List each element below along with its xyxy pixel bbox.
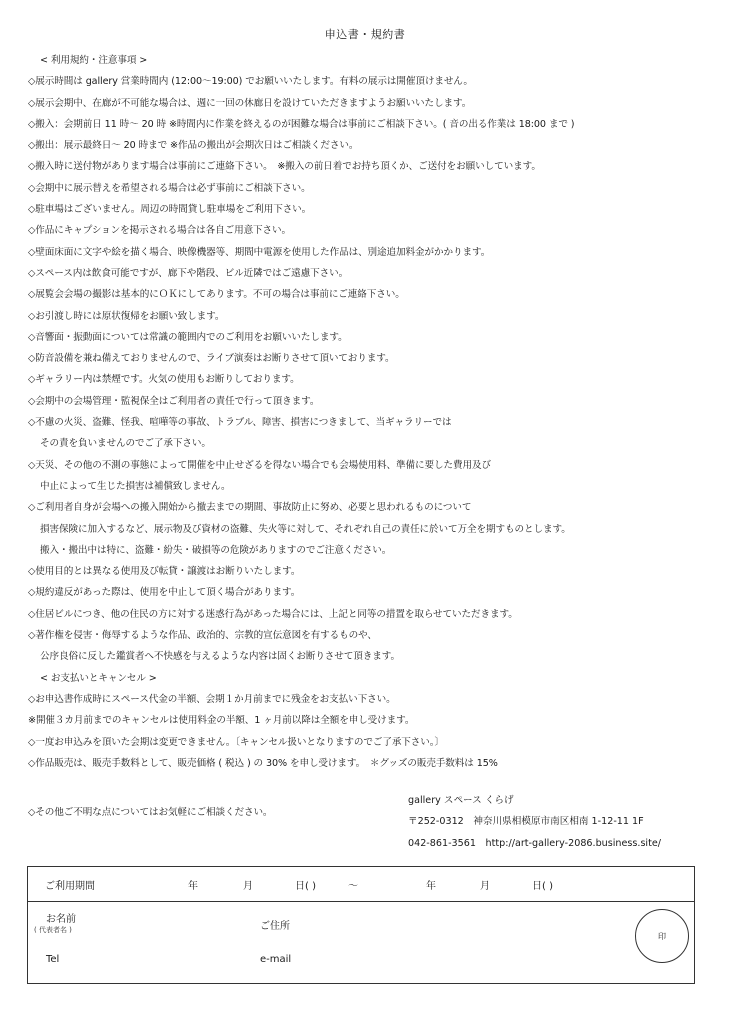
term-item-continuation: 損害保険に加入するなど、展示物及び資材の盗難、失火等に対して、それぞれ自己の責任に於いて万全を期すものとします。	[40, 523, 571, 535]
term-item: ◇不慮の火災、盗難、怪我、喧嘩等の事故、トラブル、障害、損害につきまして、当ギャラリーでは	[28, 417, 452, 429]
gallery-name: gallery スペース くらげ	[408, 795, 514, 806]
representative-label: ( 代表者名 )	[34, 926, 72, 934]
payment-heading: < お支払いとキャンセル >	[40, 672, 157, 684]
email-label: e-mail	[260, 954, 292, 965]
start-month-field[interactable]: 月	[243, 881, 253, 892]
term-item: ◇駐車場はございません。周辺の時間貸し駐車場をご利用下さい。	[28, 204, 312, 216]
term-item: ◇防音設備を兼ね備えておりませんので、ライブ演奏はお断りさせて頂いております。	[28, 353, 395, 365]
term-item: ◇ご利用者自身が会場への搬入開始から撤去までの期間、事故防止に努め、必要と思われるものについて	[28, 502, 472, 514]
end-day-field[interactable]: 日( )	[532, 881, 553, 892]
term-item: ◇作品にキャプションを掲示される場合は各自ご用意下さい。	[28, 225, 292, 237]
term-item: ◇規約違反があった際は、使用を中止して頂く場合があります。	[28, 587, 301, 599]
term-item: ◇展示会期中、在廊が不可能な場合は、週に一回の休廊日を設けていただきますようお願いいたします。	[28, 97, 472, 109]
term-item: ◇展示時間は gallery 営業時間内 (12:00〜19:00) でお願いいたします。有料の展示は開催頂けません。	[28, 76, 473, 88]
start-year-field[interactable]: 年	[188, 881, 198, 892]
seal-stamp-circle[interactable]	[635, 909, 689, 963]
gallery-phone-url: 042-861-3561 http://art-gallery-2086.business.site/	[408, 837, 661, 849]
document-body	[28, 50, 718, 823]
payment-item: ※開催３カ月前までのキャンセルは使用料金の半額、1 ヶ月前以降は全額を申し受けます。	[28, 715, 415, 727]
payment-item: ◇お申込書作成時にスペース代金の半額、会期１か月前までに残金をお支払い下さい。	[28, 693, 396, 705]
application-form	[27, 866, 695, 984]
terms-heading: < 利用規約・注意事項 >	[40, 55, 148, 66]
term-item: ◇著作権を侵害・侮辱するような作品、政治的、宗教的宣伝意図を有するものや、	[28, 630, 377, 642]
term-item-continuation: 搬入・搬出中は特に、盗難・紛失・破損等の危険がありますのでご注意ください。	[40, 544, 392, 556]
gallery-contact	[408, 790, 661, 854]
period-label: ご利用期間	[45, 881, 95, 892]
payment-item: ◇一度お申込みを頂いた会期は変更できません。〔キャンセル扱いとなりますのでご了承下さい。〕	[28, 736, 444, 748]
term-item: ◇会期中に展示替えを希望される場合は必ず事前にご相談下さい。	[28, 182, 311, 194]
term-item: ◇展覧会会場の撮影は基本的にＯＫにしてあります。不可の場合は事前にご連絡下さい。	[28, 289, 405, 301]
term-item: ◇住居ビルにつき、他の住民の方に対する迷惑行為があった場合には、上記と同等の措置を取らせていただきます。	[28, 608, 518, 620]
tel-label: Tel	[46, 954, 60, 965]
term-item: ◇お引渡し時には原状復帰をお願い致します。	[28, 310, 225, 322]
term-item: ◇スペース内は飲食可能ですが、廊下や階段、ビル近隣ではご遠慮下さい。	[28, 267, 349, 279]
form-divider	[28, 901, 694, 902]
end-month-field[interactable]: 月	[480, 881, 490, 892]
term-item-continuation: 公序良俗に反した鑑賞者へ不快感を与えるような内容は固くお断りさせて頂きます。	[40, 651, 400, 663]
term-item: ◇使用目的とは異なる使用及び転貸・譲渡はお断りいたします。	[28, 566, 301, 578]
term-item: ◇天災、その他の不測の事態によって開催を中止せざるを得ない場合でも会場使用料、準備に要した費用及び	[28, 459, 491, 471]
term-item: ◇搬入：会期前日 11 時〜 20 時 ※時間内に作業を終えるのが困難な場合は事前にご相談下さい。( 音の出る作業は 18:00 まで )	[28, 118, 575, 130]
other-note: ◇その他ご不明な点についてはお気軽にご相談ください。	[28, 807, 273, 819]
end-year-field[interactable]: 年	[426, 881, 436, 892]
address-label: ご住所	[260, 921, 290, 932]
term-item-continuation: その責を負いませんのでご了承下さい。	[40, 438, 211, 450]
page-title: 申込書・規約書	[324, 28, 406, 41]
term-item-continuation: 中止によって生じた損害は補償致しません。	[40, 480, 231, 492]
term-item: ◇搬入時に送付物があります場合は事前にご連絡下さい。 ※搬入の前日着でお持ち頂くか、ご送付をお願いしています。	[28, 161, 541, 173]
gallery-address: 〒252-0312 神奈川県相模原市南区相南 1-12-11 1F	[408, 816, 644, 828]
seal-label: 印	[658, 931, 666, 941]
term-item: ◇音響面・振動面については常識の範囲内でのご利用をお願いいたします。	[28, 331, 348, 343]
name-label: お名前	[46, 914, 76, 925]
term-item: ◇壁面床面に文字や絵を描く場合、映像機器等、期間中電源を使用した作品は、別途追加料金がかかります。	[28, 246, 491, 258]
term-item: ◇会期中の会場管理・監視保全はご利用者の責任で行って頂きます。	[28, 395, 320, 407]
term-item: ◇搬出：展示最終日〜 20 時まで ※作品の搬出が会期次日はご相談ください。	[28, 140, 359, 152]
period-tilde: 〜	[348, 881, 358, 892]
start-day-field[interactable]: 日( )	[295, 881, 316, 892]
payment-item: ◇作品販売は、販売手数料として、販売価格 ( 税込 ) の 30% を申し受けます。 ＊グッズの販売手数料は 15%	[28, 757, 498, 769]
term-item: ◇ギャラリー内は禁煙です。火気の使用もお断りしております。	[28, 374, 300, 386]
